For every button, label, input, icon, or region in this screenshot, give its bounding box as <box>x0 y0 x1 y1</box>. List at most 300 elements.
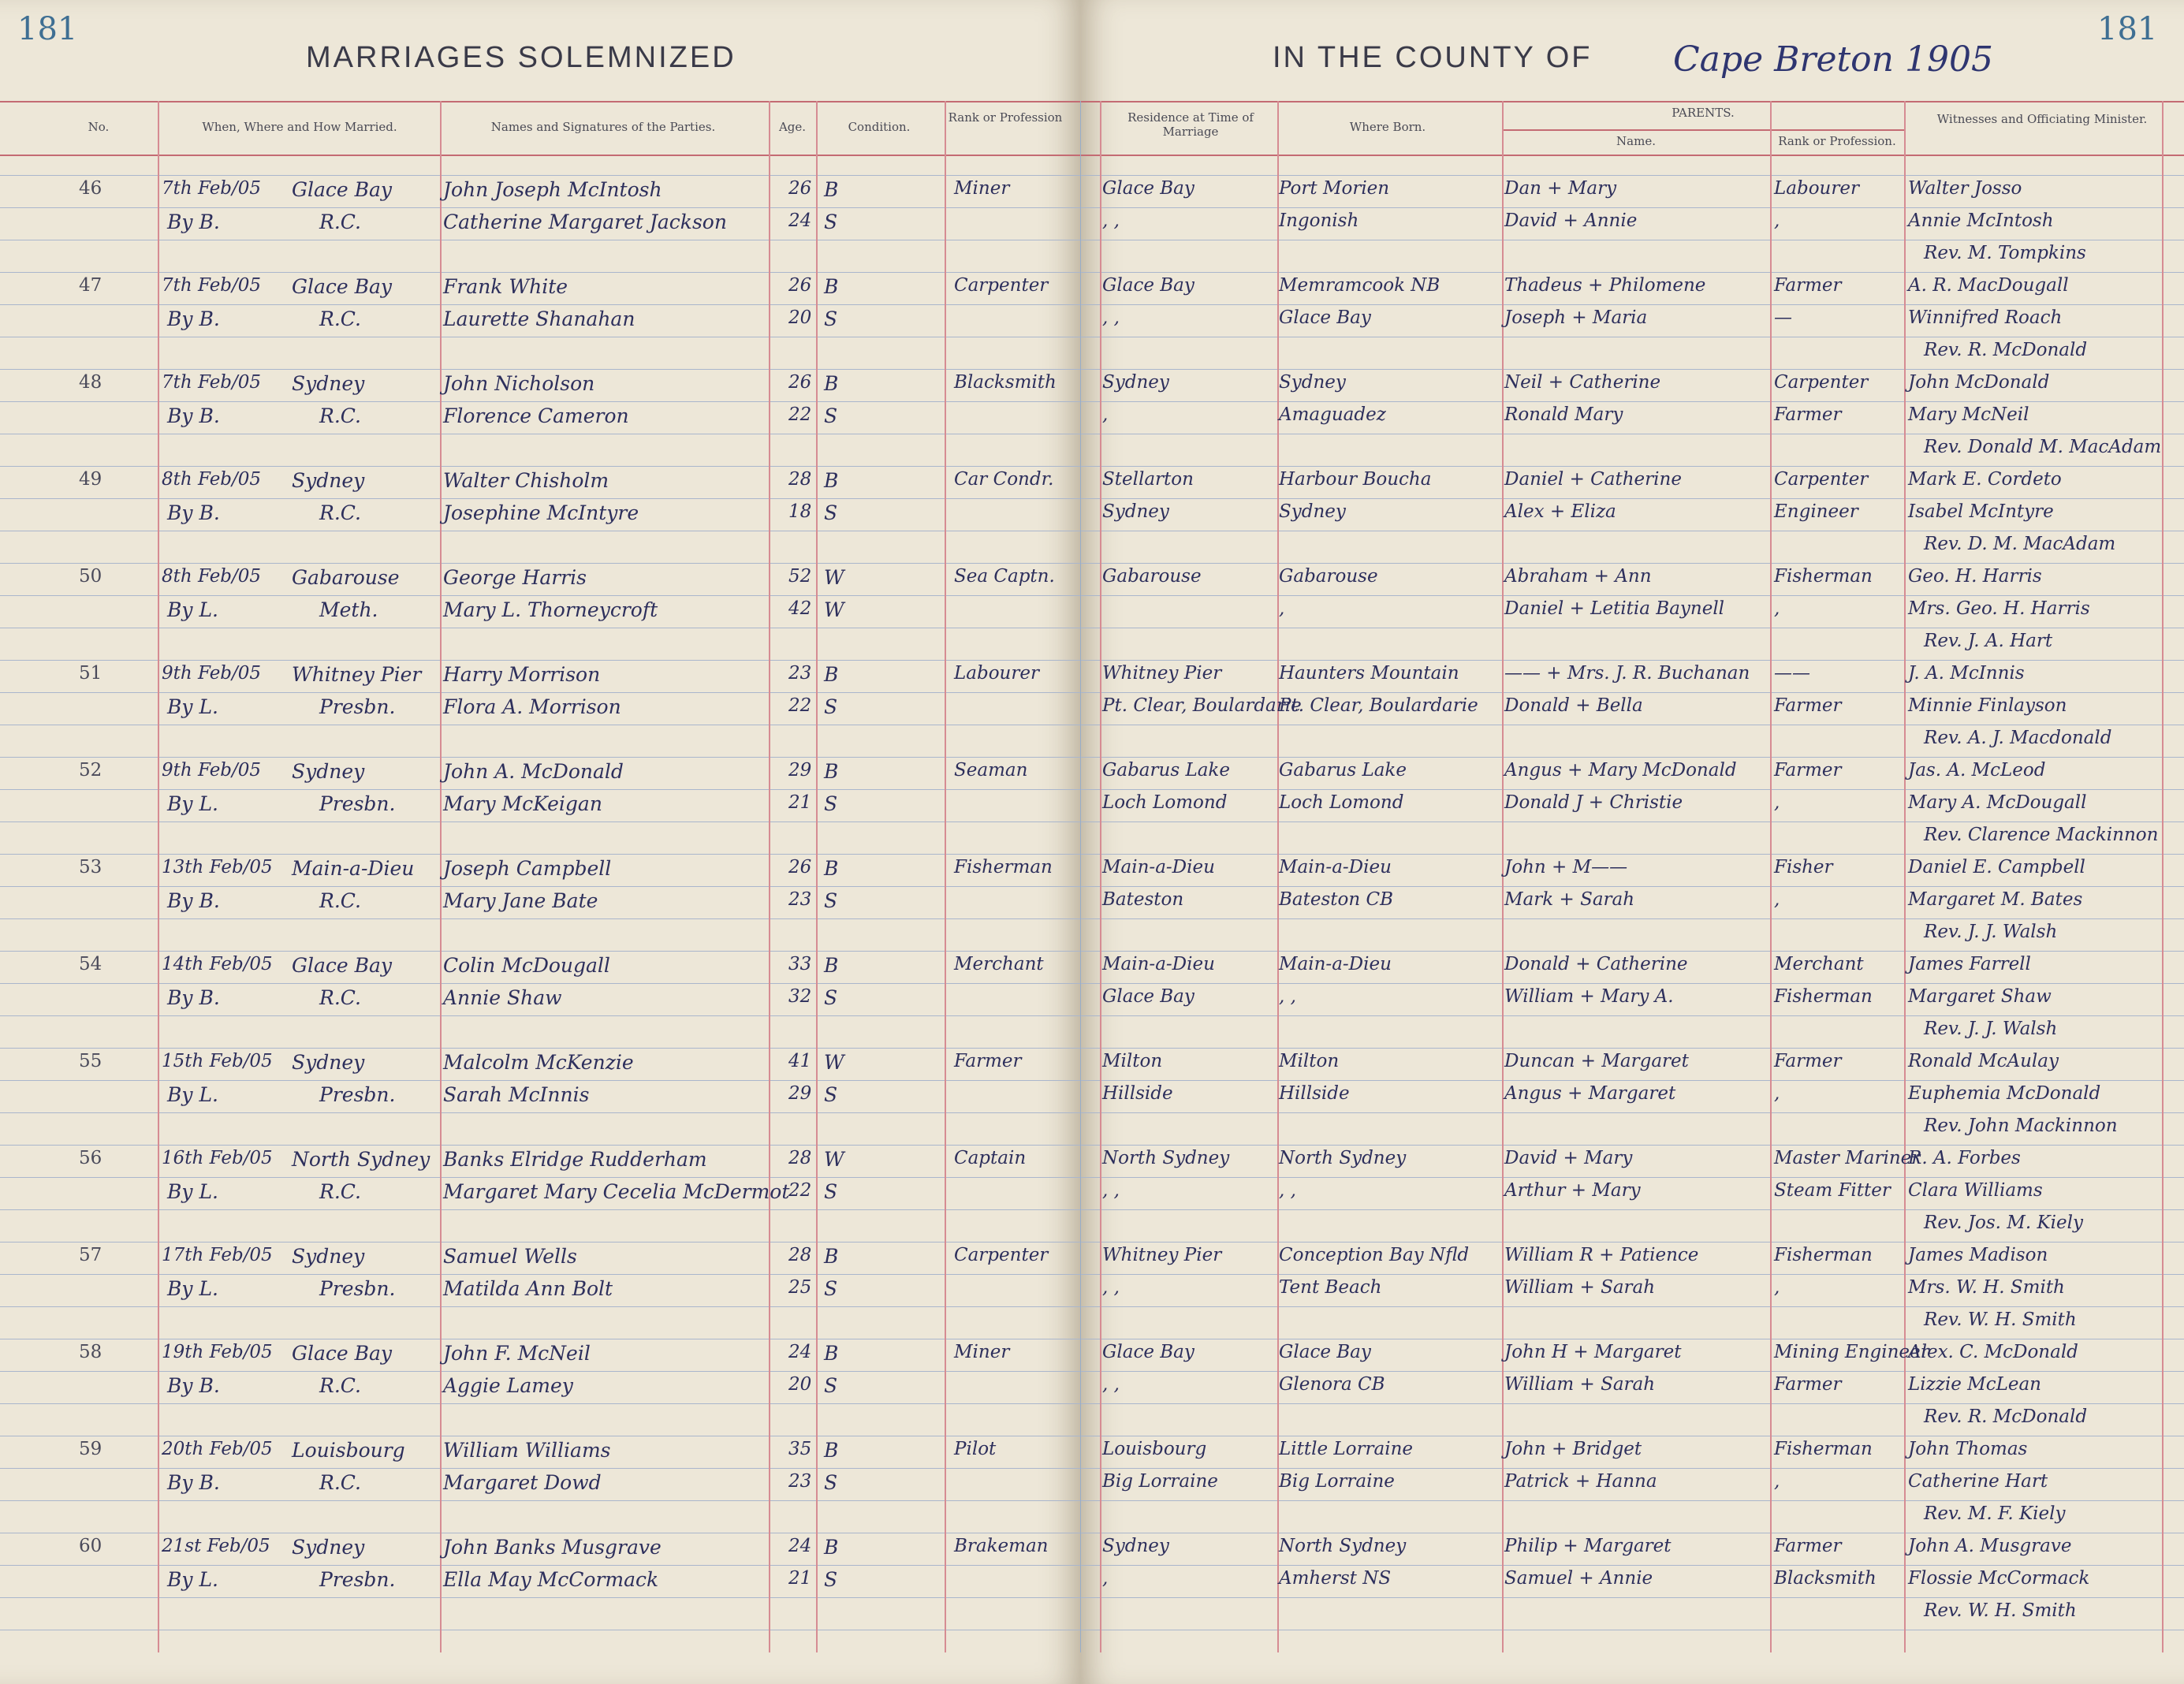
bride-parents: Patrick + Hanna <box>1504 1471 1657 1492</box>
bride-parents: Alex + Eliza <box>1504 501 1616 522</box>
entry-number: 57 <box>79 1245 102 1265</box>
bride-birthplace: Ingonish <box>1279 210 1359 231</box>
bride-condition: S <box>824 1277 838 1300</box>
groom-residence: Main-a-Dieu <box>1102 857 1215 877</box>
marriage-date: 8th Feb/05 <box>162 469 262 490</box>
marriage-place: Louisbourg <box>292 1439 405 1462</box>
officiating-minister: Rev. M. Tompkins <box>1924 243 2086 263</box>
ruled-line <box>0 1274 2184 1275</box>
entry-number: 52 <box>79 760 102 781</box>
witness-one: R. A. Forbes <box>1908 1148 2021 1168</box>
entry-number: 51 <box>79 663 102 684</box>
groom-age: 28 <box>788 1245 812 1265</box>
groom-condition: B <box>824 1536 839 1559</box>
entry-number: 59 <box>79 1439 102 1459</box>
officiating-minister: Rev. R. McDonald <box>1924 1406 2088 1427</box>
bride-parents: William + Mary A. <box>1504 986 1674 1007</box>
groom-condition: B <box>824 760 839 783</box>
groom-residence: North Sydney <box>1102 1148 1230 1168</box>
groom-residence: Gabarus Lake <box>1102 760 1230 781</box>
bride-parents-rank: , <box>1774 889 1780 910</box>
bride-birthplace: Bateston CB <box>1279 889 1393 910</box>
groom-parents: Angus + Mary McDonald <box>1504 760 1737 781</box>
header-rule-bottom <box>0 155 2184 156</box>
ruled-line <box>0 1500 2184 1501</box>
groom-age: 28 <box>788 469 812 490</box>
groom-parents: Duncan + Margaret <box>1504 1051 1689 1071</box>
header-residence: Residence at Time of Marriage <box>1127 110 1254 139</box>
page-number-left: 181 <box>17 11 78 47</box>
groom-name: Banks Elridge Rudderham <box>443 1148 707 1171</box>
bride-age: 24 <box>788 210 812 231</box>
ruled-line <box>0 466 2184 467</box>
witness-two: Lizzie McLean <box>1908 1374 2041 1395</box>
header-when: When, Where and How Married. <box>202 120 397 134</box>
groom-parents-rank: —— <box>1774 663 1810 684</box>
officiating-minister: Rev. J. A. Hart <box>1924 631 2053 651</box>
groom-birthplace: Main-a-Dieu <box>1279 857 1392 877</box>
ruled-line <box>0 886 2184 887</box>
groom-parents: William R + Patience <box>1504 1245 1699 1265</box>
bride-parents-rank: Blacksmith <box>1774 1568 1877 1589</box>
officiating-minister: Rev. Donald M. MacAdam <box>1924 437 2162 457</box>
groom-condition: B <box>824 857 839 880</box>
groom-name: Colin McDougall <box>443 954 610 977</box>
witness-one: Geo. H. Harris <box>1908 566 2042 587</box>
bride-parents-rank: , <box>1774 1083 1780 1104</box>
officiating-minister: Rev. J. J. Walsh <box>1924 1019 2058 1039</box>
marriage-place: Sydney <box>292 760 365 783</box>
column-line <box>1502 101 1504 1652</box>
column-line <box>816 101 818 1652</box>
bride-name: Annie Shaw <box>443 986 562 1009</box>
groom-residence: Whitney Pier <box>1102 1245 1222 1265</box>
groom-residence: Louisbourg <box>1102 1439 1207 1459</box>
bride-condition: S <box>824 792 838 815</box>
marriage-how: By B. <box>167 889 220 912</box>
ruled-line <box>0 1177 2184 1178</box>
column-line <box>945 101 946 1652</box>
marriage-how: By B. <box>167 1471 220 1494</box>
bride-condition: S <box>824 1568 838 1591</box>
bride-name: Margaret Mary Cecelia McDermot <box>443 1180 790 1203</box>
witness-two: Mrs. W. H. Smith <box>1908 1277 2065 1298</box>
ruled-line <box>0 1306 2184 1307</box>
groom-age: 26 <box>788 275 812 296</box>
ruled-line <box>0 660 2184 661</box>
entry-number: 53 <box>79 857 102 877</box>
groom-residence: Gabarouse <box>1102 566 1202 587</box>
ruled-line <box>0 1565 2184 1566</box>
ruled-line <box>0 595 2184 596</box>
county-handwritten: Cape Breton 1905 <box>1673 39 1993 80</box>
bride-age: 22 <box>788 695 812 716</box>
groom-birthplace: Memramcook NB <box>1279 275 1440 296</box>
bride-name: Florence Cameron <box>443 404 629 427</box>
bride-birthplace: Hillside <box>1279 1083 1350 1104</box>
groom-condition: B <box>824 1439 839 1462</box>
bride-name: Catherine Margaret Jackson <box>443 210 727 233</box>
marriage-how: By B. <box>167 404 220 427</box>
marriage-date: 19th Feb/05 <box>162 1342 273 1362</box>
groom-parents: Dan + Mary <box>1504 178 1617 199</box>
witness-two: Mary McNeil <box>1908 404 2029 425</box>
marriage-place: Sydney <box>292 1245 365 1268</box>
column-line <box>158 101 159 1652</box>
groom-birthplace: Glace Bay <box>1279 1342 1371 1362</box>
ruled-line <box>0 1209 2184 1210</box>
groom-parents: Neil + Catherine <box>1504 372 1661 393</box>
groom-birthplace: Sydney <box>1279 372 1346 393</box>
bride-name: Margaret Dowd <box>443 1471 602 1494</box>
groom-condition: W <box>824 1148 844 1171</box>
bride-name: Sarah McInnis <box>443 1083 590 1106</box>
column-line <box>1100 101 1101 1652</box>
groom-name: John Banks Musgrave <box>443 1536 662 1559</box>
church-denomination: R.C. <box>319 210 361 233</box>
marriage-place: Sydney <box>292 372 365 395</box>
entry-number: 46 <box>79 178 102 199</box>
marriage-place: Glace Bay <box>292 954 393 977</box>
church-denomination: Presbn. <box>319 695 396 718</box>
marriage-how: By L. <box>167 1180 218 1203</box>
ruled-line <box>0 1371 2184 1372</box>
marriage-date: 9th Feb/05 <box>162 760 262 781</box>
bride-residence: , , <box>1102 307 1120 328</box>
bride-residence: , , <box>1102 1180 1120 1201</box>
officiating-minister: Rev. R. McDonald <box>1924 340 2088 360</box>
header-parents: PARENTS. <box>1672 106 1735 120</box>
bride-name: Flora A. Morrison <box>443 695 621 718</box>
groom-age: 41 <box>788 1051 812 1071</box>
groom-condition: B <box>824 275 839 298</box>
groom-parents: —— + Mrs. J. R. Buchanan <box>1504 663 1750 684</box>
marriage-date: 9th Feb/05 <box>162 663 262 684</box>
ruled-line <box>0 498 2184 499</box>
groom-residence: Sydney <box>1102 372 1169 393</box>
entry-number: 54 <box>79 954 102 974</box>
ruled-line <box>0 304 2184 305</box>
witness-one: Mark E. Cordeto <box>1908 469 2062 490</box>
column-line <box>1080 101 1081 1652</box>
ruled-line <box>0 401 2184 402</box>
bride-residence: Bateston <box>1102 889 1184 910</box>
witness-two: Annie McIntosh <box>1908 210 2054 231</box>
groom-birthplace: Milton <box>1279 1051 1340 1071</box>
groom-age: 35 <box>788 1439 812 1459</box>
header-parents-name: Name. <box>1616 134 1656 148</box>
marriage-date: 14th Feb/05 <box>162 954 273 974</box>
marriage-how: By L. <box>167 1083 218 1106</box>
column-line <box>440 101 442 1652</box>
bride-residence: , , <box>1102 210 1120 231</box>
groom-profession: Captain <box>954 1148 1027 1168</box>
groom-parents-rank: Fisherman <box>1774 1245 1873 1265</box>
groom-condition: W <box>824 1051 844 1074</box>
bride-name: Aggie Lamey <box>443 1374 573 1397</box>
entry-number: 56 <box>79 1148 102 1168</box>
marriage-place: Sydney <box>292 469 365 492</box>
groom-age: 28 <box>788 1148 812 1168</box>
groom-profession: Seaman <box>954 760 1028 781</box>
groom-age: 23 <box>788 663 812 684</box>
witness-one: John McDonald <box>1908 372 2050 393</box>
groom-residence: Main-a-Dieu <box>1102 954 1215 974</box>
church-denomination: R.C. <box>319 1471 361 1494</box>
marriage-how: By B. <box>167 501 220 524</box>
marriage-place: Glace Bay <box>292 178 393 201</box>
witness-one: John Thomas <box>1908 1439 2028 1459</box>
header-rank: Rank or Profession <box>948 110 1063 125</box>
bride-condition: S <box>824 307 838 330</box>
column-line <box>1904 101 1906 1652</box>
officiating-minister: Rev. Jos. M. Kiely <box>1924 1213 2083 1233</box>
bride-birthplace: Pt. Clear, Boulardarie <box>1279 695 1478 716</box>
witness-one: J. A. McInnis <box>1908 663 2025 684</box>
bride-parents-rank: , <box>1774 792 1780 813</box>
groom-parents: John H + Margaret <box>1504 1342 1682 1362</box>
groom-parents-rank: Fisherman <box>1774 566 1873 587</box>
witness-two: Winnifred Roach <box>1908 307 2063 328</box>
groom-parents-rank: Farmer <box>1774 1536 1842 1556</box>
bride-age: 20 <box>788 307 812 328</box>
groom-birthplace: Harbour Boucha <box>1279 469 1432 490</box>
marriage-how: By L. <box>167 598 218 621</box>
bride-birthplace: , , <box>1279 986 1296 1007</box>
officiating-minister: Rev. D. M. MacAdam <box>1924 534 2116 554</box>
groom-parents-rank: Master Mariner <box>1774 1148 1921 1168</box>
groom-profession: Miner <box>954 1342 1010 1362</box>
ruled-line <box>0 951 2184 952</box>
groom-profession: Carpenter <box>954 275 1049 296</box>
ruled-line <box>0 1597 2184 1598</box>
groom-parents-rank: Fisher <box>1774 857 1833 877</box>
bride-name: Mary McKeigan <box>443 792 602 815</box>
groom-residence: Glace Bay <box>1102 275 1194 296</box>
officiating-minister: Rev. M. F. Kiely <box>1924 1503 2066 1524</box>
groom-name: Walter Chisholm <box>443 469 609 492</box>
column-line <box>769 101 770 1652</box>
header-age: Age. <box>778 120 807 134</box>
groom-condition: B <box>824 372 839 395</box>
bride-parents: Donald J + Christie <box>1504 792 1683 813</box>
groom-birthplace: Conception Bay Nfld <box>1279 1245 1470 1265</box>
groom-name: Frank White <box>443 275 568 298</box>
bride-birthplace: Sydney <box>1279 501 1346 522</box>
bride-age: 23 <box>788 1471 812 1492</box>
groom-name: John Joseph McIntosh <box>443 178 662 201</box>
marriage-place: Main-a-Dieu <box>292 857 415 880</box>
bride-parents: William + Sarah <box>1504 1374 1656 1395</box>
witness-two: Catherine Hart <box>1908 1471 2048 1492</box>
marriage-place: Whitney Pier <box>292 663 422 686</box>
header-witnesses: Witnesses and Officiating Minister. <box>1936 112 2148 126</box>
groom-parents-rank: Carpenter <box>1774 372 1869 393</box>
column-line <box>2162 101 2164 1652</box>
bride-age: 20 <box>788 1374 812 1395</box>
groom-parents: Daniel + Catherine <box>1504 469 1682 490</box>
groom-birthplace: Port Morien <box>1279 178 1390 199</box>
groom-age: 26 <box>788 178 812 199</box>
marriage-date: 8th Feb/05 <box>162 566 262 587</box>
bride-birthplace: , <box>1279 598 1285 619</box>
groom-parents: Thadeus + Philomene <box>1504 275 1706 296</box>
groom-profession: Blacksmith <box>954 372 1057 393</box>
church-denomination: R.C. <box>319 404 361 427</box>
bride-birthplace: Glenora CB <box>1279 1374 1385 1395</box>
groom-birthplace: Gabarus Lake <box>1279 760 1407 781</box>
marriage-place: Glace Bay <box>292 275 393 298</box>
bride-parents: David + Annie <box>1504 210 1638 231</box>
witness-two: Margaret M. Bates <box>1908 889 2083 910</box>
groom-name: John F. McNeil <box>443 1342 591 1365</box>
entry-number: 48 <box>79 372 102 393</box>
bride-name: Matilda Ann Bolt <box>443 1277 613 1300</box>
church-denomination: Presbn. <box>319 1083 396 1106</box>
witness-one: John A. Musgrave <box>1908 1536 2072 1556</box>
marriage-date: 20th Feb/05 <box>162 1439 273 1459</box>
church-denomination: Presbn. <box>319 1277 396 1300</box>
groom-birthplace: Gabarouse <box>1279 566 1378 587</box>
officiating-minister: Rev. A. J. Macdonald <box>1924 728 2112 748</box>
bride-residence: Pt. Clear, Boulardarie <box>1102 695 1302 716</box>
bride-parents: Ronald Mary <box>1504 404 1623 425</box>
groom-condition: W <box>824 566 844 589</box>
groom-parents-rank: Farmer <box>1774 275 1842 296</box>
bride-residence: , <box>1102 1568 1109 1589</box>
bride-name: Laurette Shanahan <box>443 307 635 330</box>
officiating-minister: Rev. W. H. Smith <box>1924 1310 2077 1330</box>
bride-residence: Hillside <box>1102 1083 1173 1104</box>
bride-residence: Glace Bay <box>1102 986 1194 1007</box>
bride-age: 22 <box>788 1180 812 1201</box>
groom-name: Samuel Wells <box>443 1245 577 1268</box>
bride-parents-rank: Engineer <box>1774 501 1858 522</box>
marriage-how: By B. <box>167 1374 220 1397</box>
officiating-minister: Rev. J. J. Walsh <box>1924 922 2058 942</box>
groom-profession: Merchant <box>954 954 1044 974</box>
header-born: Where Born. <box>1349 120 1426 134</box>
marriage-how: By L. <box>167 792 218 815</box>
bride-age: 21 <box>788 1568 812 1589</box>
bride-parents-rank: , <box>1774 1471 1780 1492</box>
witness-two: Isabel McIntyre <box>1908 501 2054 522</box>
bride-birthplace: Amaguadez <box>1279 404 1386 425</box>
groom-profession: Pilot <box>954 1439 997 1459</box>
witness-two: Euphemia McDonald <box>1908 1083 2101 1104</box>
entry-number: 58 <box>79 1342 102 1362</box>
groom-condition: B <box>824 954 839 977</box>
officiating-minister: Rev. Clarence Mackinnon <box>1924 825 2159 845</box>
groom-parents: Philip + Margaret <box>1504 1536 1672 1556</box>
groom-birthplace: Haunters Mountain <box>1279 663 1459 684</box>
bride-condition: S <box>824 1083 838 1106</box>
bride-residence: Big Lorraine <box>1102 1471 1218 1492</box>
groom-parents-rank: Farmer <box>1774 1051 1842 1071</box>
entry-number: 50 <box>79 566 102 587</box>
church-denomination: R.C. <box>319 1180 361 1203</box>
groom-profession: Labourer <box>954 663 1039 684</box>
ruled-line <box>0 692 2184 693</box>
groom-age: 29 <box>788 760 812 781</box>
witness-one: A. R. MacDougall <box>1908 275 2069 296</box>
bride-condition: S <box>824 889 838 912</box>
groom-age: 24 <box>788 1536 812 1556</box>
bride-name: Ella May McCormack <box>443 1568 659 1591</box>
ruled-line <box>0 1403 2184 1404</box>
parents-subrule <box>1502 129 1904 131</box>
groom-parents: Abraham + Ann <box>1504 566 1652 587</box>
groom-condition: B <box>824 469 839 492</box>
marriage-date: 16th Feb/05 <box>162 1148 273 1168</box>
groom-parents-rank: Merchant <box>1774 954 1864 974</box>
groom-profession: Farmer <box>954 1051 1022 1071</box>
witness-one: James Farrell <box>1908 954 2031 974</box>
ruled-line <box>0 789 2184 790</box>
header-names: Names and Signatures of the Parties. <box>490 120 716 134</box>
groom-name: John A. McDonald <box>443 760 624 783</box>
ruled-line <box>0 1468 2184 1469</box>
bride-birthplace: Tent Beach <box>1279 1277 1382 1298</box>
left-page <box>0 0 1080 1684</box>
witness-one: Walter Josso <box>1908 178 2022 199</box>
church-denomination: Presbn. <box>319 1568 396 1591</box>
church-denomination: R.C. <box>319 501 361 524</box>
groom-residence: Whitney Pier <box>1102 663 1222 684</box>
entry-number: 49 <box>79 469 102 490</box>
bride-age: 23 <box>788 889 812 910</box>
bride-age: 22 <box>788 404 812 425</box>
church-denomination: R.C. <box>319 307 361 330</box>
ruled-line <box>0 983 2184 984</box>
groom-parents: John + M—— <box>1504 857 1628 877</box>
groom-residence: Glace Bay <box>1102 178 1194 199</box>
bride-residence: Sydney <box>1102 501 1169 522</box>
marriage-place: Gabarouse <box>292 566 400 589</box>
groom-condition: B <box>824 663 839 686</box>
bride-parents: Arthur + Mary <box>1504 1180 1641 1201</box>
bride-name: Mary Jane Bate <box>443 889 598 912</box>
witness-one: James Madison <box>1908 1245 2048 1265</box>
ruled-line <box>0 918 2184 919</box>
bride-parents: Angus + Margaret <box>1504 1083 1676 1104</box>
witness-two: Clara Williams <box>1908 1180 2043 1201</box>
groom-name: John Nicholson <box>443 372 595 395</box>
groom-residence: Glace Bay <box>1102 1342 1194 1362</box>
title-right: IN THE COUNTY OF <box>1273 41 1593 74</box>
groom-profession: Brakeman <box>954 1536 1049 1556</box>
groom-residence: Milton <box>1102 1051 1163 1071</box>
witness-two: Mrs. Geo. H. Harris <box>1908 598 2090 619</box>
groom-name: George Harris <box>443 566 587 589</box>
entry-number: 55 <box>79 1051 102 1071</box>
bride-condition: S <box>824 695 838 718</box>
ruled-line <box>0 1112 2184 1113</box>
groom-parents-rank: Farmer <box>1774 760 1842 781</box>
ruled-line <box>0 854 2184 855</box>
bride-parents: Daniel + Letitia Baynell <box>1504 598 1725 619</box>
bride-name: Josephine McIntyre <box>443 501 639 524</box>
ruled-line <box>0 1080 2184 1081</box>
church-denomination: Presbn. <box>319 792 396 815</box>
bride-condition: W <box>824 598 844 621</box>
marriage-how: By B. <box>167 986 220 1009</box>
header-no: No. <box>88 120 110 134</box>
marriage-how: By L. <box>167 695 218 718</box>
ruled-line <box>0 207 2184 208</box>
ruled-line <box>0 1242 2184 1243</box>
groom-name: Harry Morrison <box>443 663 601 686</box>
